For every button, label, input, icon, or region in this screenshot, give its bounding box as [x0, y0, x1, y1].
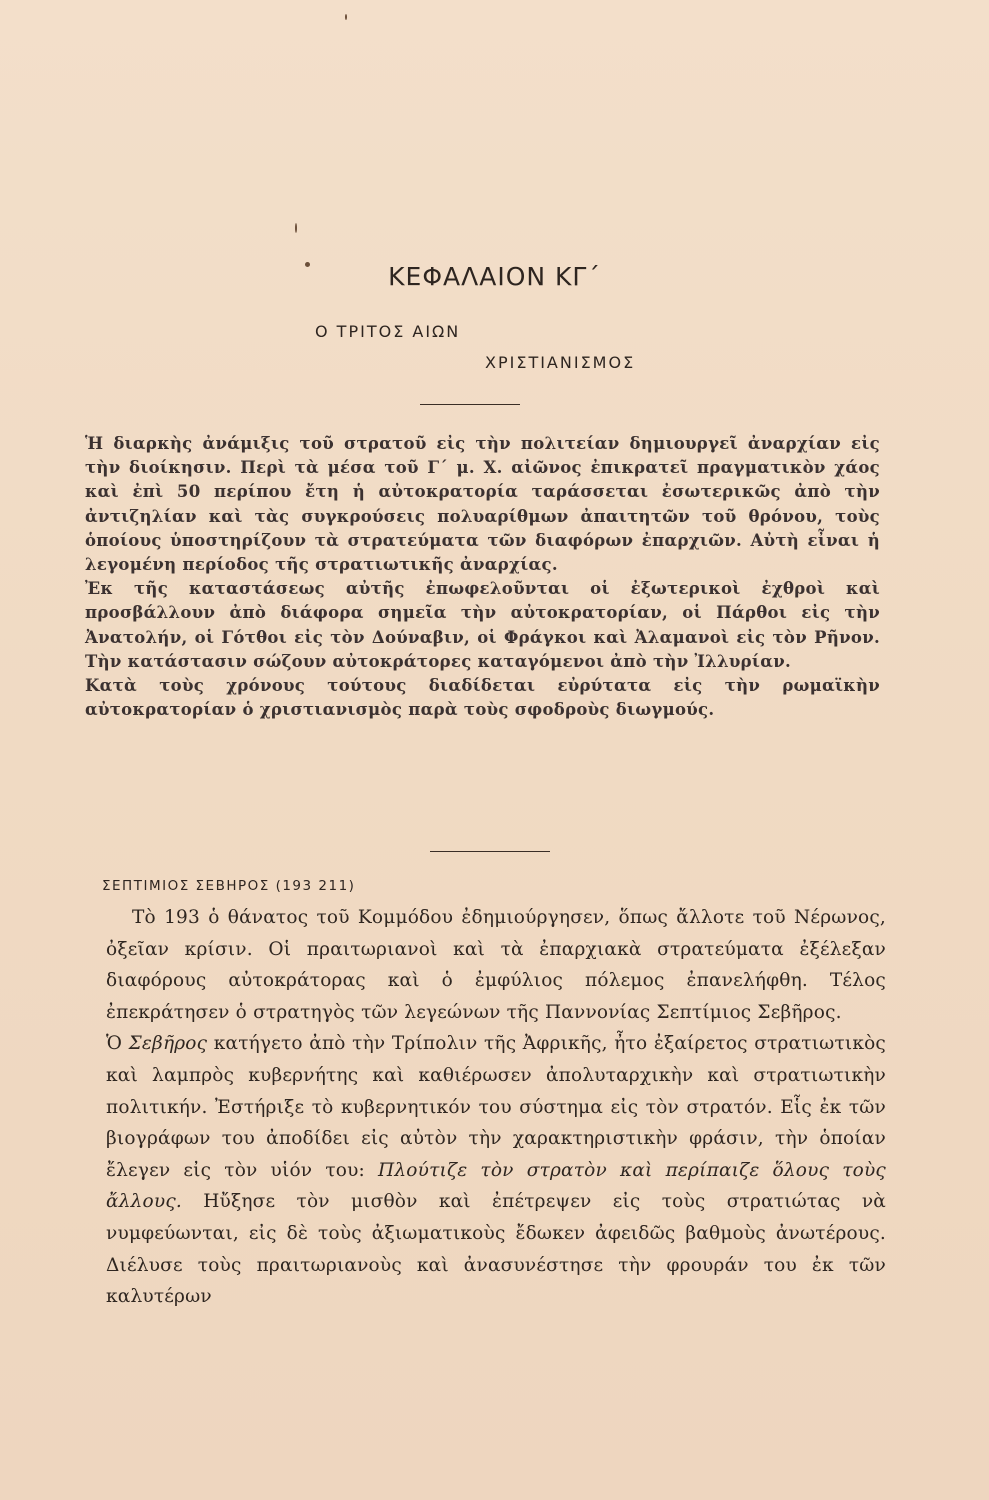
chapter-title: ΚΕΦΑΛΑΙΟΝ ΚΓ΄ — [388, 262, 601, 291]
intro-summary — [85, 432, 880, 722]
scan-speck — [295, 223, 297, 233]
era-title: Ο ΤΡΙΤΟΣ ΑΙΩΝ — [315, 322, 461, 341]
body-paragraph — [106, 1028, 886, 1312]
intro-paragraph: Ἡ διαρκὴς ἀνάμιξις τοῦ στρατοῦ εἰς τὴν πολιτείαν δημιουργεῖ ἀναρχίαν εἰς τὴν διοίκησιν. Περὶ τὰ μέσα τοῦ Γ΄ μ. Χ. αἰῶνος ἐπικρατεῖ πραγματικὸν χάος καὶ ἐπὶ 50 περίπου ἔτη ἡ αὐτοκρατορία ταράσσεται ἐσωτερικῶς ἀπὸ τὴν ἀντιζηλίαν καὶ τὰς συγκρούσεις πολυαρίθμων ἀπαιτητῶν τοῦ θρόνου, τοὺς ὁποίους ὑποστηρίζουν τὰ στρατεύματα τῶν διαφόρων ἐπαρχιῶν. Αὐτὴ εἶναι ἡ λεγομένη περίοδος τῆς στρατιωτικῆς ἀναρχίας. — [85, 434, 880, 575]
section-heading: ΣΕΠΤΙΜΙΟΣ ΣΕΒΗΡΟΣ (193 211) — [102, 878, 356, 894]
body-paragraph: Τὸ 193 ὁ θάνατος τοῦ Κομμόδου ἐδημιούργησεν, ὅπως ἄλλοτε τοῦ Νέρωνος, ὀξεῖαν κρίσιν. Οἱ πραιτωριανοὶ καὶ τὰ ἐπαρχιακὰ στρατεύματα ἐξέλεξαν διαφόρους αὐτοκράτορας καὶ ὁ ἐμφύλιος πόλεμος ἐπανελήφθη. Τέλος ἐπεκράτησεν ὁ στρατηγὸς τῶν λεγεώνων τῆς Παννονίας Σεπτίμιος Σεβῆρος. — [106, 907, 886, 1023]
emphasized-quote: Πλούτιζε τὸν στρατὸν καὶ περίπαιζε ὅλους τοὺς ἄλλους. — [106, 1159, 886, 1213]
intro-paragraph: Ἐκ τῆς καταστάσεως αὐτῆς ἐπωφελοῦνται οἱ ἐξωτερικοὶ ἐχθροὶ καὶ προσβάλλουν ἀπὸ διάφορα σημεῖα τὴν αὐτοκρατορίαν, οἱ Πάρθοι εἰς τὴν Ἀνατολήν, οἱ Γότθοι εἰς τὸν Δούναβιν, οἱ Φράγκοι καὶ Ἀλαμανοὶ εἰς τὸν Ρῆνον. Τὴν κατάστασιν σώζουν αὐτοκράτορες καταγόμενοι ἀπὸ τὴν Ἰλλυρίαν. — [85, 579, 880, 671]
topic-title: ΧΡΙΣΤΙΑΝΙΣΜΟΣ — [485, 353, 636, 372]
emphasized-name: Σεβῆρος — [128, 1033, 208, 1055]
intro-paragraph: Κατὰ τοὺς χρόνους τούτους διαδίδεται εὐρύτατα εἰς τὴν ρωμαϊκὴν αὐτοκρατορίαν ὁ χριστιανισμὸς παρὰ τοὺς σφοδροὺς διωγμούς. — [85, 676, 880, 720]
text-run: Ὁ — [106, 1033, 129, 1055]
text-run: κατήγετο ἀπὸ τὴν Τρίπολιν τῆς Ἀφρικῆς, ἦτο ἐξαίρετος στρατιωτικὸς καὶ λαμπρὸς κυβερνήτης καὶ καθιέρωσεν ἀπολυταρχικὴν καὶ στρατιωτικὴν πολιτικήν. Ἐστήριξε τὸ κυβερνητικόν του σύστημα εἰς τὸν στρατόν. Εἷς ἐκ τῶν βιογράφων του ἀποδίδει εἰς αὐτὸν τὴν χαρακτηριστικὴν φράσιν, τὴν ὁποίαν ἔλεγεν εἰς τὸν υἱόν του: — [106, 1033, 886, 1181]
main-text — [106, 902, 886, 1313]
scan-speck — [345, 14, 347, 20]
divider-rule — [430, 851, 550, 852]
divider-rule — [420, 404, 520, 405]
text-run: Ηὔξησε τὸν μισθὸν καὶ ἐπέτρεψεν εἰς τοὺς στρατιώτας νὰ νυμφεύωνται, εἰς δὲ τοὺς ἀξιωματικοὺς ἔδωκεν ἀφειδῶς βαθμοὺς ἀνωτέρους. Διέλυσε τοὺς πραιτωριανοὺς καὶ ἀνασυνέστησε τὴν φρουράν του ἐκ τῶν καλυτέρων — [106, 1191, 886, 1308]
